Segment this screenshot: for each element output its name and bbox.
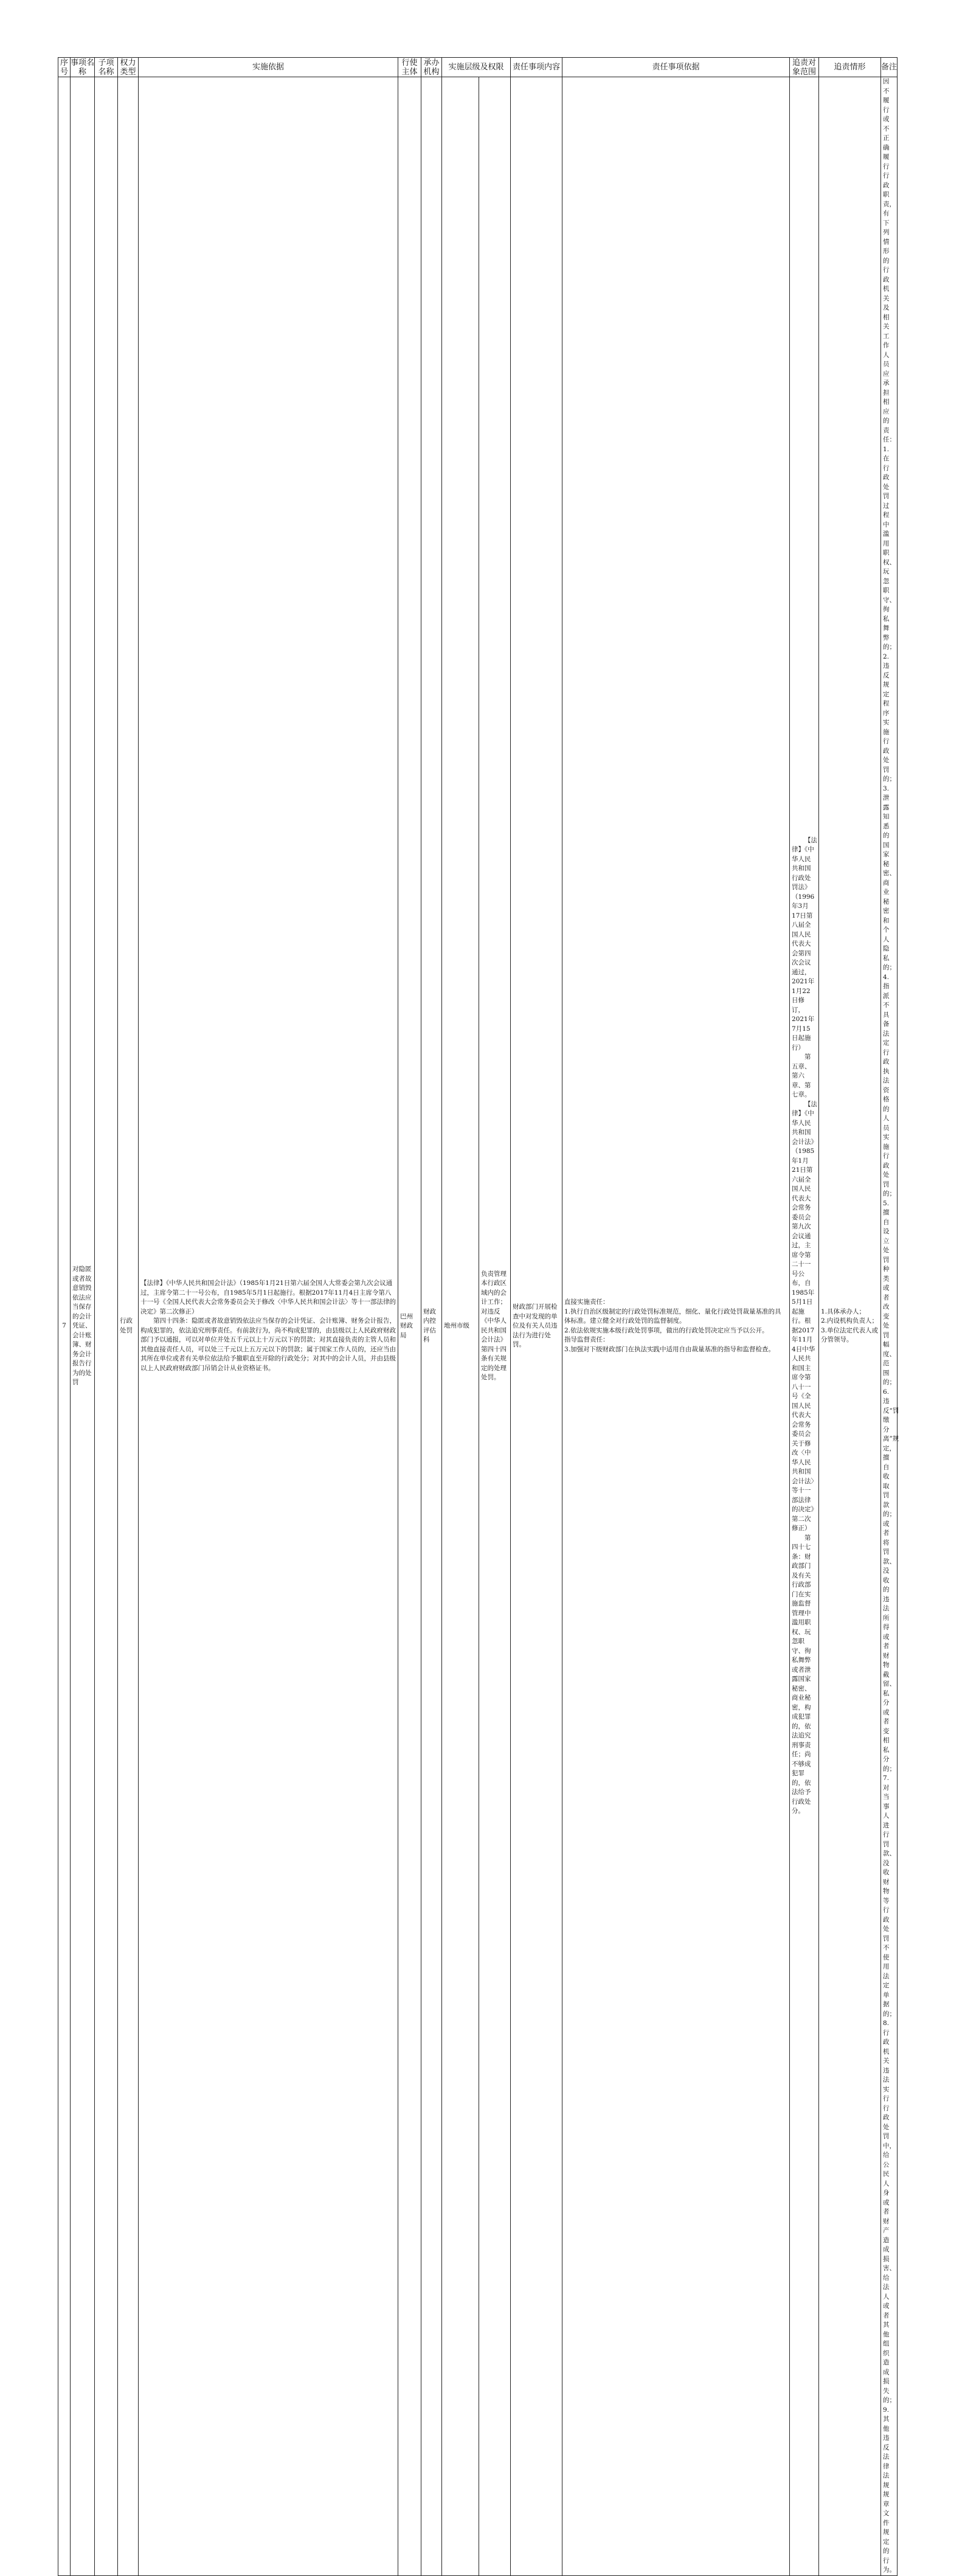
cell-resp-content (562, 77, 790, 2576)
case-line: 5.擅自设立处罚种类或者改变处罚幅度、范围的； (883, 1199, 896, 1386)
header-resp-content: 责任事项内容 (511, 58, 562, 77)
case-line: 1.在行政处罚过程中滥用职权、玩忽职守、徇私舞弊的； (883, 445, 896, 651)
cell-level-b: 负责管理本行政区域内的会计工作；对违反《中华人民共和国会计法》第四十四条有关规定的处理处罚。 (479, 77, 511, 2576)
case-line: 3.泄露知悉的国家秘密、商业秘密和个人隐私的； (883, 784, 896, 971)
scope-line: 3.单位法定代表人或分管领导。 (821, 1326, 879, 1344)
case-line: 2.违反规定程序实施行政处罚的； (883, 653, 896, 783)
header-resp-basis: 责任事项依据 (562, 58, 790, 77)
resp-content-line: 3.加强对下级财政部门在执法实践中适用自由裁量基准的指导和监督检查。 (564, 1345, 775, 1353)
resp-basis-paragraph: 【法律】《中华人民共和国行政处罚法》（1996年3月17日第八届全国人民代表大会第四次会议通过，2021年1月22日修订，2021年7月15日起施行） (792, 836, 818, 1051)
header-agency: 承办机构 (421, 58, 442, 77)
case-line: 因不履行或不正确履行行政职责，有下列情形的行政机关及相关工作人员应承担相应的责任： (883, 78, 896, 443)
case-line: 9.其他违反法律法规规章文件规定的行为。 (883, 2406, 896, 2574)
case-line: 4.指派不具备法定行政执法资格的人员实施行政处罚的； (883, 973, 896, 1197)
header-item-name: 事项名称 (71, 58, 95, 77)
cell-level-a: 地州市级 (442, 77, 479, 2576)
scope-line: 1.具体承办人； (821, 1307, 866, 1315)
header-sub-item-name: 子项名称 (95, 58, 118, 77)
case-line: 6.违反“罚缴分离”规定，擅自收取罚款的；或者将罚款、没收的违法所得或者财物截留、私分或者变相私分的； (883, 1388, 899, 1773)
cell-sub-item-name (95, 77, 118, 2576)
resp-content-line: 指导监督责任： (564, 1336, 609, 1344)
header-remarks: 备注 (881, 58, 898, 77)
cell-resp-basis (790, 77, 819, 2576)
table-row (58, 77, 898, 2576)
basis-paragraph: 第四十四条：隐匿或者故意销毁依法应当保存的会计凭证、会计账簿、财务会计报告，构成犯罪的，依法追究刑事责任。有前款行为，尚不构成犯罪的，由县级以上人民政府财政部门予以通报，可以对单位并处五千元以上十万元以下的罚款；对其直接负责的主管人员和其他直接责任人员，可以处三千元以上五万元以下的罚款；属于国家工作人员的，还应当由其所在单位或者有关单位依法给予撤职直至开除的行政处分；对其中的会计人员，并由县级以上人民政府财政部门吊销会计从业资格证书。 (140, 1317, 396, 1372)
header-row (58, 58, 898, 77)
header-accountable-cases: 追责情形 (819, 58, 881, 77)
header-subject: 行使主体 (398, 58, 421, 77)
cell-accountable-cases (881, 77, 898, 2576)
header-level: 实施层级及权限 (442, 58, 511, 77)
header-power-type: 权力类型 (118, 58, 139, 77)
resp-content-line: 2.依法依规实施本级行政处罚事项，做出的行政处罚决定应当予以公开。 (564, 1326, 769, 1334)
cell-item-name: 对隐匿或者故意销毁依法应当保存的会计凭证、会计账簿、财务会计报告行为的处罚 (71, 77, 95, 2576)
cell-duty: 财政部门开展检查中对发现的单位及有关人员违法行为进行处罚。 (511, 77, 562, 2576)
case-line: 7.对当事人进行罚款、没收财物等行政处罚不使用法定单据的； (883, 1774, 896, 2018)
resp-basis-paragraph: 第五章、第六章、第七章。 (792, 1053, 811, 1099)
resp-basis-paragraph: 【法律】《中华人民共和国会计法》（1985年1月21日第六届全国人民代表大会常务委员会第九次会议通过，主席令第二十一号公布，自1985年5月1日起施行。根据2017年11月4日中华人民共和国主席令第八十一号《全国人民代表大会常务委员会关于修改〈中华人民共和国会计法〉等十一部法律的决定》第二次修正） (792, 1100, 818, 1532)
basis-paragraph: 【法律】《中华人民共和国会计法》（1985年1月21日第六届全国人大常委会第九次会议通过，主席令第二十一号公布，自1985年5月1日起施行。根据2017年11月4日主席令第八十一号《全国人民代表大会常务委员会关于修改〈中华人民共和国会计法〉等十一部法律的决定》第二次修正） (140, 1279, 396, 1315)
cell-agency: 财政内控评估科 (421, 77, 442, 2576)
header-accountable-scope: 追责对象范围 (790, 58, 819, 77)
cell-subject: 巴州财政局 (398, 77, 421, 2576)
header-seq: 序号 (58, 58, 71, 77)
resp-basis-paragraph: 第四十七条：财政部门及有关行政部门在实施监督管理中滥用职权、玩忽职守、徇私舞弊或者泄露国家秘密、商业秘密，构成犯罪的，依法追究刑事责任；尚不够成犯罪的，依法给予行政处分。 (792, 1534, 811, 1815)
power-list-table (58, 57, 898, 2576)
scope-line: 2.内设机构负责人； (821, 1317, 879, 1325)
case-line: 8.行政机关违法实行行政处罚中，给公民人身或者财产造成损害、给法人或者其他组织造成损失的； (883, 2020, 896, 2404)
cell-accountable-scope (819, 77, 881, 2576)
cell-basis (139, 77, 398, 2576)
resp-content-line: 1.执行自治区级制定的行政处罚标准规范，细化、量化行政处罚裁量基准的具体标准。建立健全对行政处罚的监督制度。 (564, 1307, 781, 1325)
resp-content-line: 直接实施责任： (564, 1298, 609, 1306)
cell-power-type: 行政处罚 (118, 77, 139, 2576)
cell-seq: 7 (58, 77, 71, 2576)
header-basis: 实施依据 (139, 58, 398, 77)
